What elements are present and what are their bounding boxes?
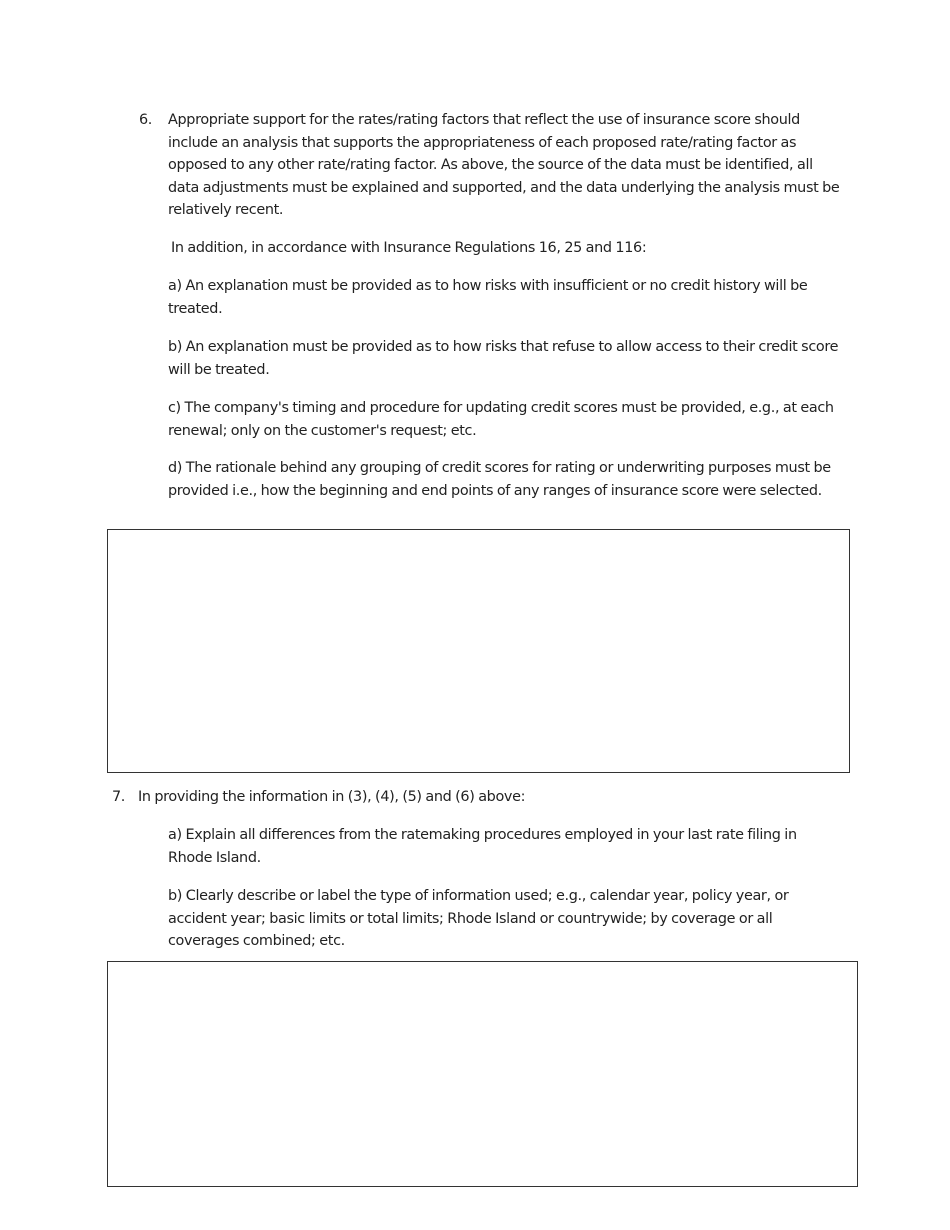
item-7-sub-a: a) Explain all differences from the ratemaking procedures employed in your last rate filing in Rhode Island. (168, 827, 797, 866)
item-7-answer-box[interactable] (107, 961, 858, 1187)
item-6-answer-box[interactable] (107, 529, 850, 773)
item-7-sub-b: b) Clearly describe or label the type of information used; e.g., calendar year, policy year, or accident year; basic limits or total limits; Rhode Island or countrywide; by coverage or all coverages combined; etc. (168, 888, 789, 950)
item-7-number: 7. (112, 789, 126, 805)
item-6-addition-text: In addition, in accordance with Insurance Regulations 16, 25 and 116: (171, 240, 647, 256)
item-6-sub-d: d) The rationale behind any grouping of credit scores for rating or underwriting purposes must be provided i.e., how the beginning and end points of any ranges of insurance score were selected. (168, 460, 831, 499)
item-6-sub-c: c) The company's timing and procedure for updating credit scores must be provided, e.g., at each renewal; only on the customer's request; etc. (168, 400, 834, 439)
item-7-text: In providing the information in (3), (4), (5) and (6) above: (138, 789, 526, 805)
item-6-number: 6. (139, 112, 153, 128)
item-6-sub-a: a) An explanation must be provided as to how risks with insufficient or no credit history will be treated. (168, 278, 808, 317)
item-6-sub-b: b) An explanation must be provided as to how risks that refuse to allow access to their credit score will be treated. (168, 339, 839, 378)
item-6-text: Appropriate support for the rates/rating factors that reflect the use of insurance score should include an analysis that supports the appropriateness of each proposed rate/rating factor as opposed to any other rate/rating factor. As above, the source of the data must be identified, all data adjustments must be explained and supported, and the data underlying the analysis must be relatively recent. (168, 112, 840, 219)
